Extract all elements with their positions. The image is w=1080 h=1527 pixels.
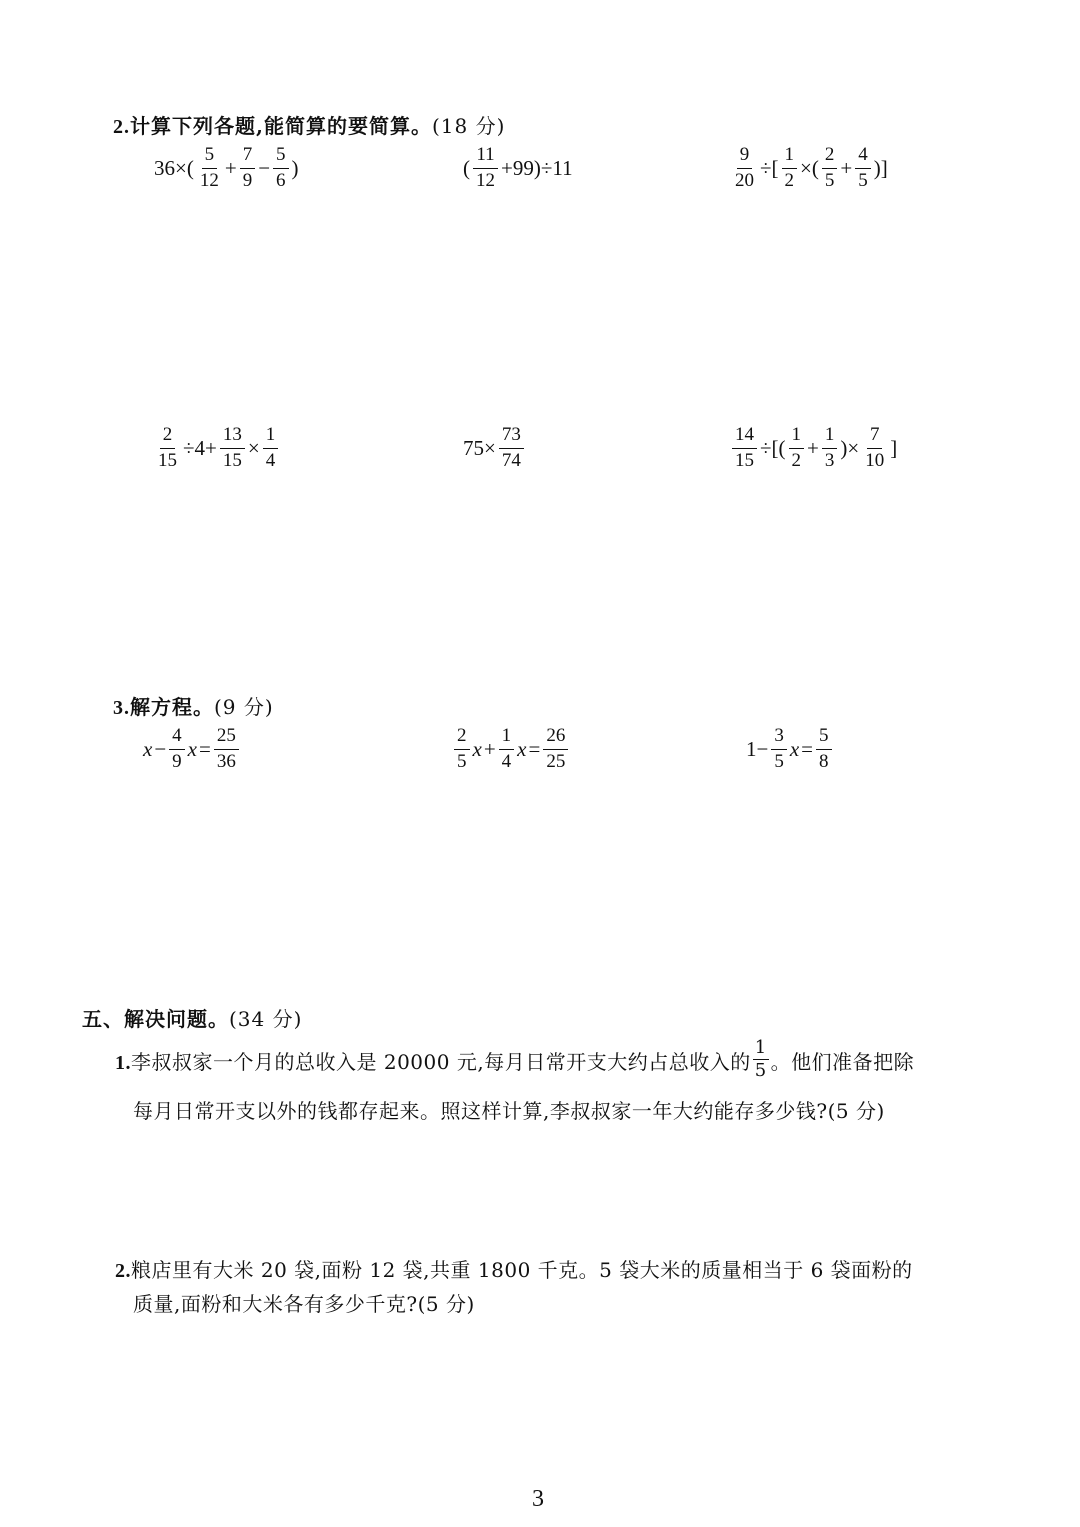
q3-equation-3: 1− $\frac{3}{5}$ x = $\frac{5}{8}$ <box>745 726 834 773</box>
fraction: $\frac{25}{36}$ <box>214 726 239 773</box>
fraction: $\frac{9}{20}$ <box>735 144 754 191</box>
q2-problem-6: $\frac{14}{15}$ ÷[( $\frac{1}{2}$ + $\frac{1}{3}$ )× $\frac{7}{10}$ ] <box>730 425 898 472</box>
q2-problem-2: ( $\frac{11}{12}$ +99)÷11 <box>463 144 573 191</box>
q2-title: 计算下列各题,能简算的要简算。 <box>130 114 432 138</box>
fraction: $\frac{1}{2}$ <box>789 425 805 472</box>
q2-problem-5: 75× $\frac{73}{74}$ <box>462 425 526 472</box>
fraction: $\frac{2}{5}$ <box>822 145 838 192</box>
section5-title: 五、解决问题。 <box>82 1007 229 1031</box>
fraction: $\frac{7}{9}$ <box>240 145 256 192</box>
q3-points: (9 分) <box>214 695 274 719</box>
section5-heading <box>82 1003 302 1032</box>
fraction: $\frac{1}{2}$ <box>782 145 798 192</box>
problem-2-number: 2. <box>115 1260 131 1282</box>
q3-equation-1: x − $\frac{4}{9}$ x = $\frac{25}{36}$ <box>142 726 241 773</box>
fraction: $\frac{26}{25}$ <box>543 726 568 773</box>
q2-heading <box>113 110 505 139</box>
problem-2-line-2: 质量,面粉和大米各有多少千克?(5 分) <box>133 1292 475 1316</box>
fraction: $\frac{7}{10}$ <box>865 424 885 471</box>
q2-problem-1: 36×( $\frac{5}{12}$ + $\frac{7}{9}$ − $\frac{5}{6}$ ) <box>154 144 299 191</box>
fraction: $\frac{2}{15}$ <box>158 424 177 471</box>
q3-number: 3. <box>113 697 130 719</box>
fraction: $\frac{73}{74}$ <box>499 425 524 472</box>
fraction: $\frac{3}{5}$ <box>771 726 787 773</box>
fraction: $\frac{1}{4}$ <box>499 726 515 773</box>
q2-problem-3: $\frac{9}{20}$ ÷[ $\frac{1}{2}$ ×( $\frac{2}{5}$ + $\frac{4}{5}$ )] <box>730 145 889 192</box>
section5-points: (34 分) <box>229 1007 303 1031</box>
q3-title: 解方程。 <box>130 695 214 719</box>
fraction: $\frac{4}{9}$ <box>169 726 185 773</box>
fraction: $\frac{4}{5}$ <box>855 145 871 192</box>
fraction: $\frac{5}{12}$ <box>199 144 219 191</box>
fraction: $\frac{13}{15}$ <box>220 425 245 472</box>
fraction: $\frac{1}{5}$ <box>754 1037 767 1081</box>
q3-heading <box>113 691 274 720</box>
problem-1-line-1: 1.李叔叔家一个月的总收入是 20000 元,每月日常开支大约占总收入的 $\frac{1}{5}$ 。他们准备把除 <box>115 1037 915 1081</box>
q2-problem-4: $\frac{2}{15}$ ÷4+ $\frac{13}{15}$ × $\frac{1}{4}$ <box>153 425 280 472</box>
problem-1-number: 1. <box>115 1052 131 1074</box>
fraction: $\frac{1}{4}$ <box>263 425 279 472</box>
problem-1-line-2: 每月日常开支以外的钱都存起来。照这样计算,李叔叔家一年大约能存多少钱?(5 分) <box>133 1099 885 1123</box>
fraction: $\frac{5}{6}$ <box>273 145 289 192</box>
q2-points: (18 分) <box>431 114 506 138</box>
q3-equation-2: $\frac{2}{5}$ x + $\frac{1}{4}$ x = $\frac{26}{25}$ <box>452 726 570 773</box>
fraction: $\frac{5}{8}$ <box>816 726 832 773</box>
q2-number: 2. <box>113 116 130 138</box>
page-number: 3 <box>532 1486 544 1512</box>
fraction: $\frac{2}{5}$ <box>454 726 470 773</box>
fraction: $\frac{14}{15}$ <box>732 425 757 472</box>
fraction: $\frac{11}{12}$ <box>473 145 498 192</box>
fraction: $\frac{1}{3}$ <box>822 425 838 472</box>
problem-2-line-1: 2.粮店里有大米 20 袋,面粉 12 袋,共重 1800 千克。5 袋大米的质量相当于 6 袋面粉的 <box>115 1258 913 1282</box>
